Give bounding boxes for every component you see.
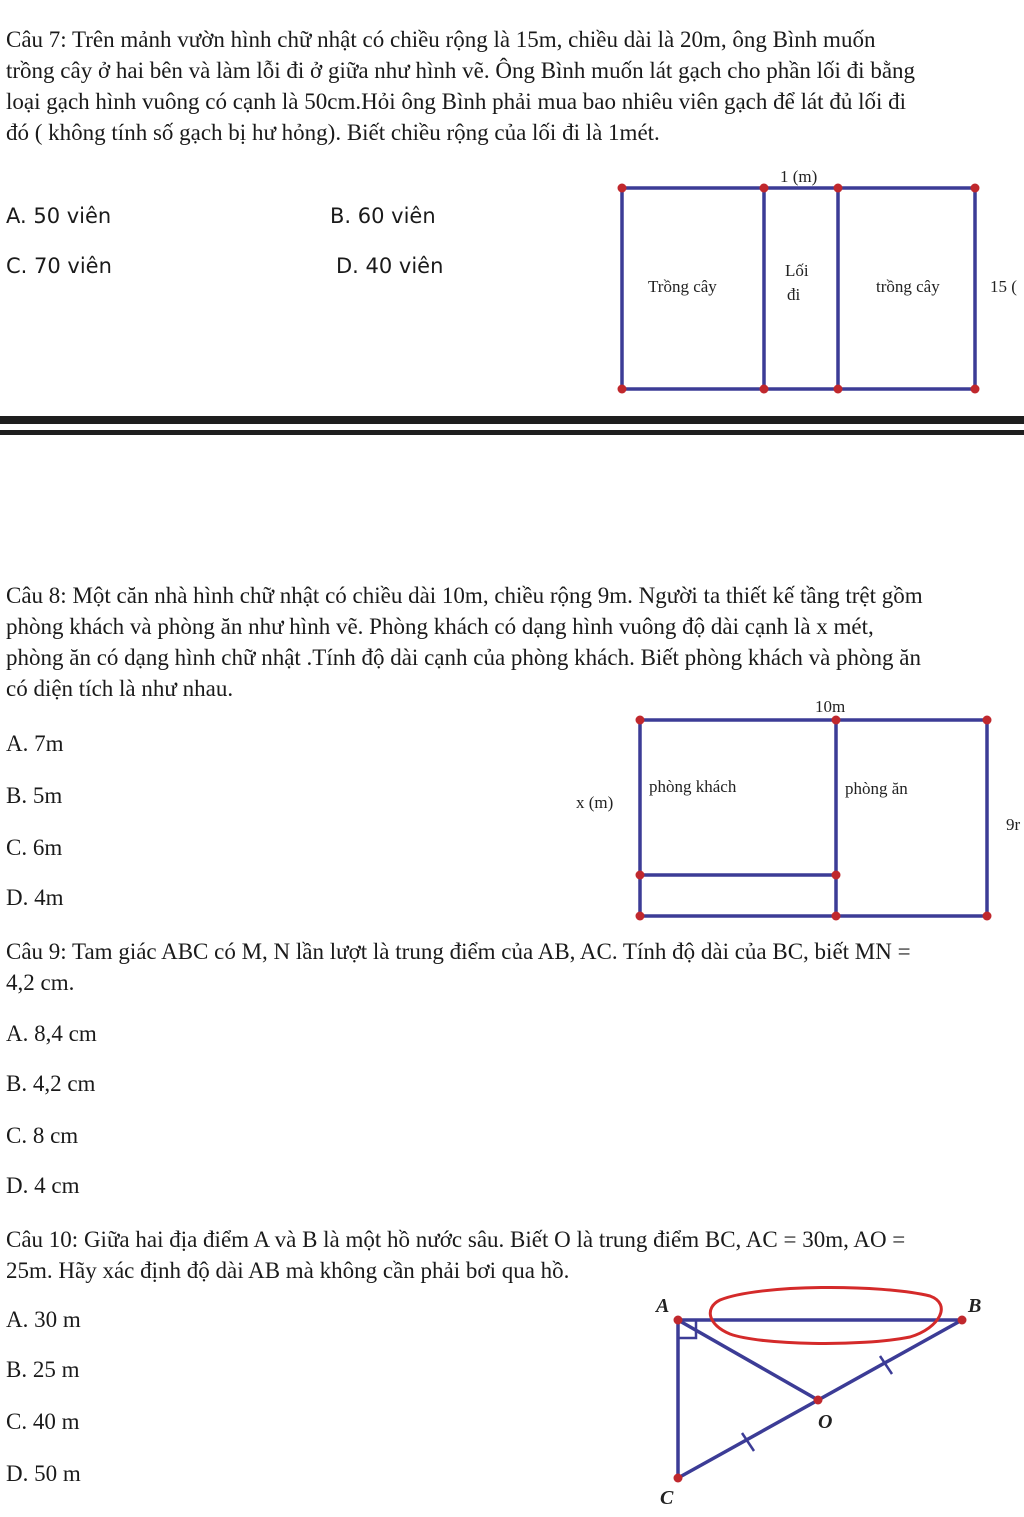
q8-label-side: 9r — [1006, 815, 1021, 834]
q10-option-c: C. 40 m — [6, 1409, 80, 1434]
q10-option-a: A. 30 m — [6, 1307, 81, 1332]
page-separator-thin — [0, 430, 1024, 435]
q8-label-left: x (m) — [576, 793, 614, 812]
q7-label-left: Trồng cây — [648, 277, 717, 296]
q7-label-mid2: đi — [787, 285, 801, 304]
q10-option-b: B. 25 m — [6, 1357, 80, 1382]
q7-label-side: 15 ( — [990, 277, 1017, 296]
q7-option-c: C. 70 viên — [6, 254, 112, 278]
q7-option-a: A. 50 viên — [6, 204, 112, 228]
q8-option-a: A. 7m — [6, 731, 64, 756]
segment-ao — [678, 1320, 818, 1400]
question-9-text: Câu 9: Tam giác ABC có M, N lần lượt là trung điểm của AB, AC. Tính độ dài của BC, biết MN = 4,2 cm. — [6, 939, 911, 995]
q8-option-c: C. 6m — [6, 835, 63, 860]
q7-label-top: 1 (m) — [780, 167, 818, 186]
q9-option-c: C. 8 cm — [6, 1123, 79, 1148]
q7-option-b: B. 60 viên — [330, 204, 436, 228]
lake-shape — [710, 1287, 941, 1343]
q8-label-dining-room: phòng ăn — [845, 779, 908, 798]
q7-label-right: trồng cây — [876, 277, 940, 296]
page-separator-thick — [0, 416, 1024, 424]
q8-option-d: D. 4m — [6, 885, 64, 910]
house-points — [636, 716, 992, 921]
q7-option-d: D. 40 viên — [336, 254, 444, 278]
q8-label-living-room: phòng khách — [649, 777, 737, 796]
q10-label-o: O — [818, 1411, 833, 1433]
q8-option-b: B. 5m — [6, 783, 63, 808]
q10-label-b: B — [968, 1295, 982, 1317]
q7-label-mid1: Lối — [785, 261, 809, 280]
q10-option-d: D. 50 m — [6, 1461, 81, 1486]
q8-label-top: 10m — [815, 697, 846, 716]
question-10-text: Câu 10: Giữa hai địa điểm A và B là một hồ nước sâu. Biết O là trung điểm BC, AC = 30m, AO = 25m. Hãy xác định độ dài AB mà không cần phải bơi qua hồ. — [6, 1227, 906, 1283]
q10-lake-figure — [640, 1280, 1000, 1510]
q8-house-figure — [574, 695, 1024, 935]
question-8-text: Câu 8: Một căn nhà hình chữ nhật có chiều dài 10m, chiều rộng 9m. Người ta thiết kế tầng trệt gồm phòng khách và phòng ăn như hình vẽ. Phòng khách có dạng hình vuông độ dài cạnh là x mét, phòng ăn có dạng hình chữ nhật .Tính độ dài cạnh của phòng khách. Biết phòng khách và phòng ăn có diện tích là như nhau. — [6, 583, 923, 701]
q10-label-a: A — [656, 1295, 670, 1317]
q9-option-b: B. 4,2 cm — [6, 1071, 96, 1096]
q9-option-a: A. 8,4 cm — [6, 1021, 97, 1046]
q9-option-d: D. 4 cm — [6, 1173, 80, 1198]
question-7-text: Câu 7: Trên mảnh vườn hình chữ nhật có chiều rộng là 15m, chiều dài là 20m, ông Bình muốn trồng cây ở hai bên và làm lỗi đi ở giữa như hình vẽ. Ông Bình muốn lát gạch cho phần lối đi bằng loại gạch hình vuông có cạnh là 50cm.Hỏi ông Bình phải mua bao nhiêu viên gạch để lát đủ lối đi đó ( không tính số gạch bị hư hỏng). Biết chiều rộng của lối đi là 1mét. — [6, 27, 916, 145]
house-rect — [640, 720, 987, 916]
q10-label-c: C — [660, 1487, 674, 1509]
q7-garden-figure — [604, 165, 1024, 405]
